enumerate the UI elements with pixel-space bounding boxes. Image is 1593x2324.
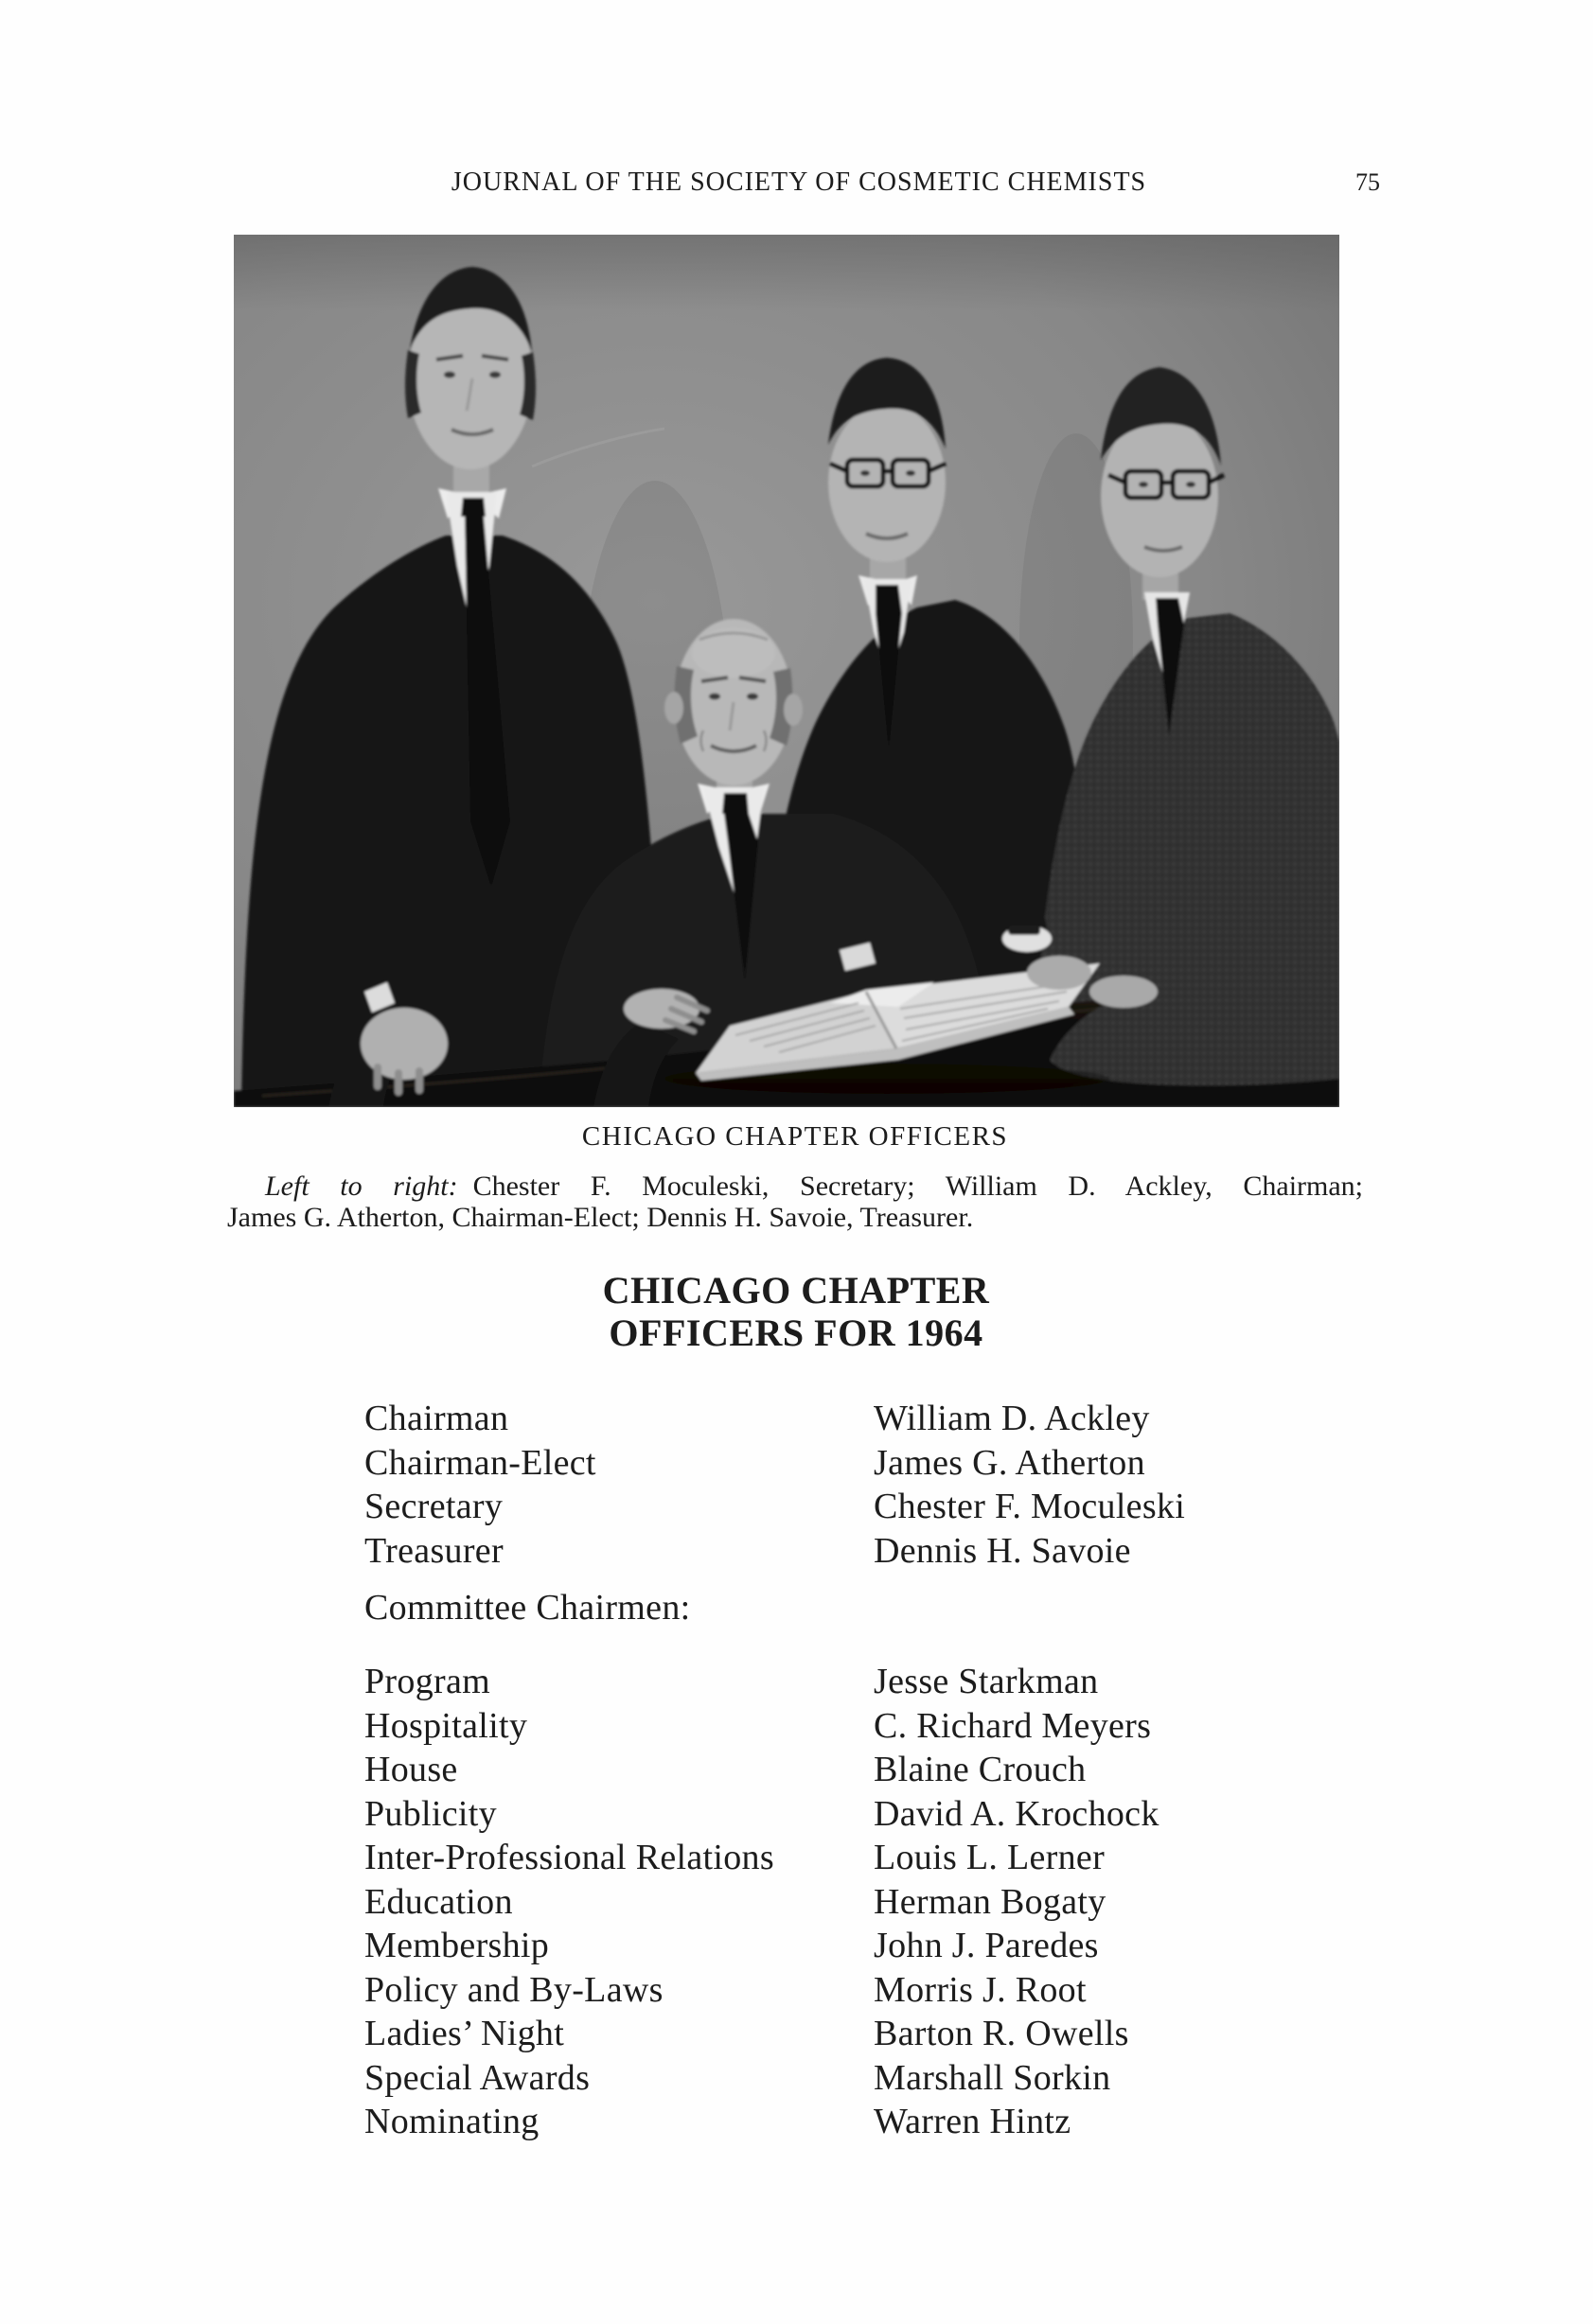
committee-chairman-name: Marshall Sorkin xyxy=(874,2057,1111,2098)
officer-name: William D. Ackley xyxy=(874,1399,1150,1438)
committee-chairman-name: C. Richard Meyers xyxy=(874,1705,1152,1746)
atherton-hand xyxy=(1027,956,1091,990)
committee-row xyxy=(364,1660,1159,1704)
officer-name: Dennis H. Savoie xyxy=(874,1530,1131,1571)
committee-list xyxy=(364,1660,1159,2144)
moculeski-fist xyxy=(361,1008,448,1080)
committee-title: Publicity xyxy=(364,1793,497,1834)
committee-chairman-name: Blaine Crouch xyxy=(874,1750,1087,1789)
committee-chairman-name: David A. Krochock xyxy=(874,1793,1159,1834)
officers-list xyxy=(364,1397,1185,1573)
section-heading-line2: OFFICERS FOR 1964 xyxy=(609,1312,983,1354)
committee-row xyxy=(364,1880,1159,1925)
committee-chairman-name: Warren Hintz xyxy=(874,2102,1071,2141)
section-heading-line1: CHICAGO CHAPTER xyxy=(602,1269,990,1312)
photo-illustration xyxy=(234,235,1339,1107)
ackley-hand xyxy=(624,989,699,1029)
officer-title: Treasurer xyxy=(364,1530,504,1571)
committee-row xyxy=(364,2056,1159,2101)
officer-name: Chester F. Moculeski xyxy=(874,1487,1186,1526)
committee-title: Education xyxy=(364,1881,513,1922)
committee-title: Inter-Professional Relations xyxy=(364,1838,774,1877)
committee-title: Membership xyxy=(364,1926,550,1965)
photo-caption-title: CHICAGO CHAPTER OFFICERS xyxy=(581,1121,1009,1152)
committee-row xyxy=(364,2100,1159,2144)
committee-chairman-name: Barton R. Owells xyxy=(874,2014,1129,2053)
officer-title: Chairman xyxy=(364,1399,509,1438)
savoie-hand xyxy=(1089,976,1158,1008)
committee-row xyxy=(364,1704,1159,1749)
running-header: JOURNAL OF THE SOCIETY OF COSMETIC CHEMISTS xyxy=(451,167,1147,197)
committee-row xyxy=(364,1968,1159,2013)
committee-title: Ladies’ Night xyxy=(364,2014,565,2053)
caption-line-1-text: Chester F. Moculeski, Secretary; William D. Ackley, Chairman; xyxy=(472,1171,1364,1202)
committee-title: House xyxy=(364,1750,458,1789)
officer-title: Secretary xyxy=(364,1487,504,1526)
committee-row xyxy=(364,1748,1159,1792)
committee-row xyxy=(364,2012,1159,2056)
committee-title: Policy and By-Laws xyxy=(364,1969,664,2010)
committee-title: Hospitality xyxy=(364,1705,528,1746)
committee-row xyxy=(364,1792,1159,1837)
committee-chairman-name: Jesse Starkman xyxy=(874,1662,1099,1701)
section-heading xyxy=(603,1269,990,1354)
caption-lead-italic: Left to right: xyxy=(265,1171,458,1202)
officer-name: James G. Atherton xyxy=(874,1442,1145,1483)
committee-chairman-name: Morris J. Root xyxy=(874,1969,1087,2010)
officer-title: Chairman-Elect xyxy=(364,1442,596,1483)
committee-chairman-name: Louis L. Lerner xyxy=(874,1838,1106,1877)
committee-title: Nominating xyxy=(364,2102,540,2141)
committee-heading: Committee Chairmen: xyxy=(364,1588,691,1628)
committee-chairman-name: Herman Bogaty xyxy=(874,1881,1106,1922)
committee-title: Program xyxy=(364,1662,490,1701)
officer-row xyxy=(364,1529,1185,1574)
officers-photo xyxy=(234,235,1339,1107)
photo-caption xyxy=(227,1171,1363,1233)
page-number: 75 xyxy=(1355,168,1380,196)
officer-row xyxy=(364,1397,1185,1441)
committee-title: Special Awards xyxy=(364,2057,591,2098)
caption-line-2: James G. Atherton, Chairman-Elect; Dennis H. Savoie, Treasurer. xyxy=(227,1202,974,1233)
officer-row xyxy=(364,1485,1185,1529)
committee-chairman-name: John J. Paredes xyxy=(874,1926,1099,1965)
officer-row xyxy=(364,1441,1185,1486)
committee-row xyxy=(364,1924,1159,1968)
wristwatch xyxy=(1008,925,1040,935)
committee-row xyxy=(364,1836,1159,1880)
caption-line-1 xyxy=(227,1171,1363,1202)
